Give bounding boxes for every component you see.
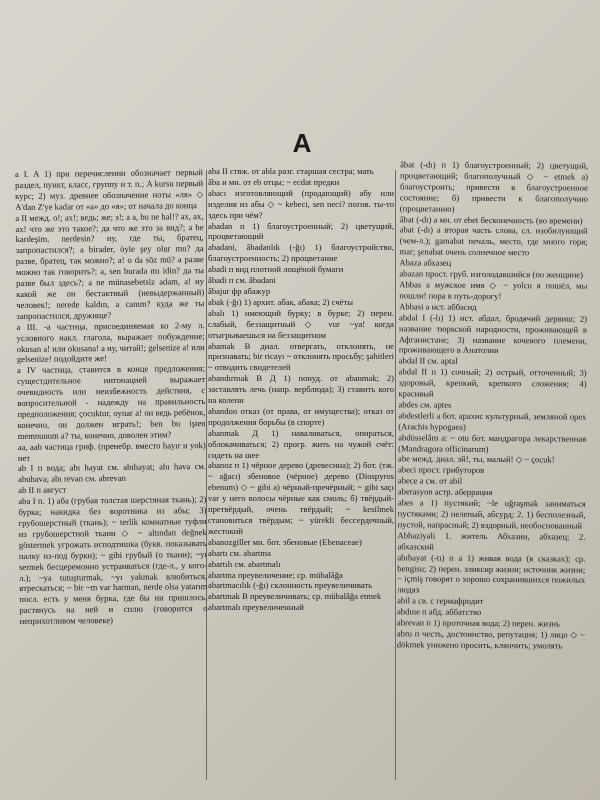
dictionary-entry: abdestlerli а бот. арахис культурный, земляной орех (Arachis hypogaea)	[398, 410, 587, 432]
dictionary-entry: a I. A 1) при перечислении обозначает первый раздел, пункт, класс, группу и т. п.; A kursu первый курс; 2) муз. древнее обозначение ноты «ля» ◇ A'dan Z'ye kadar от «а» до «я»; от начала до конца	[14, 167, 204, 212]
dictionary-entry: aberasyon астр. аберрация	[397, 486, 493, 498]
dictionary-entry: âbat (-dı) п 1) благоустроенный; 2) цветущий, процветающий; благополучный ◇ ~ etmek а) благоустроить; привести в благоустроенное состояние; б) привести к благополучию (процветанию)	[399, 159, 589, 214]
dictionary-entry: abıhayat (-tı) п а 1) живая вода (в сказках); ср. bengisu; 2) перен. эликсир жизни; источник жизни; ~ içmiş говорят о хорошо сохранившихся пожилых людях	[397, 551, 586, 595]
dictionary-entry: abes а 1) пустякий; ~le uğraşmak заниматься пустяками; 2) нелепый, абсурд; 2. 1) бесполезный, пустой, напрасный; 2) вздорный, необоснованный	[397, 497, 586, 531]
dictionary-entry: âbajur фр абажур	[208, 285, 271, 296]
dictionary-entry: abrevan п 1) проточная вода; 2) перен. жизнь	[396, 617, 560, 629]
section-letter-heading: A	[292, 128, 312, 158]
dictionary-entry: Abaza абхазец	[399, 257, 452, 268]
dictionary-entry: abanoz п 1) чёрное дерево (древесина); 2) бот. (тж. ~ ağacı) эбеновое (чёрное) дерево (Diospyros ebenum) ◇ ~ gibi a) чёрный-пречёрный; ~ gibi saçı var у него волосы чёрные как смоль; б) твёрдый-претвёрдый, очень твёрдый; ~ kesilmek становиться твёрдым; ~ yürekli бессердечный, жестокий	[208, 460, 394, 536]
dictionary-entry: abat (-dı) а вторая часть слова, сл. изобилующий (чем-л.); gamabat печаль, место, где много горя; mar; şenabat очень солнечное место	[399, 224, 588, 258]
dictionary-entry: a IV частица, ставится в конце предложения; сущестдительное интонацией выражает очевидность или неизбежность действия, с вопросительной - надежду на правильность предположения; çocuktur, oynar a! он ведь ребёнок, конечно, он должен играть!; ben bu işten memnunum a? ты, конечно, доволен этим?	[16, 363, 206, 441]
column-2	[208, 166, 394, 786]
dictionary-entry: aba I п. 1) аба (грубая толстая шерстяная ткань); 2) бурка; накидка без воротника из абы; 3) грубошерстный (ткань); ~ terlik комнатные туфли из грубошерстной ткани ◇ ~ altından değnek göstermek угрожать исподтишка (букв. показывать палку из-под бурки); ~ gibi грубый (о ткани); ~yı sermek бесцеремонно устраиваться (где-л., у кого-л.); ~ya tutuşturmak, ~yı yakmak влюбиться, втрескаться; ~ bir ~m var harman, nerde olsa yatarım посл. есть у меня бурка, где бы ни пришлось, растянусь на ней и сплю (говорится о неприхотливом человеке)	[18, 494, 208, 627]
dictionary-entry: abru п честь, достоинство, репутация; 1) лицо ◇ ~ dökmek унижено просить, клянчить; умолять	[396, 628, 585, 651]
dictionary-entry: a II межд. о!; ах!; ведь; же; э!; a a, bu ne hal!? ах, ах, ах! что же это такое?; да что же это за вид?; a be kardeşim, nerdesin? ну, где ты, братец, запропастился?; a birader, öyle şey olur mu? да разве, братец, так можно?; a! o da söz mü? а разве можно так говорить?; a, sen burada mı idin? да ты разве был здесь?; a ne münasebetsiz adam, a! ну какой же он бестактный (невыдержанный) человек!; nerede kaldın, a canım? куда же ты запропастился, дружище?	[15, 210, 205, 321]
dictionary-entry: abartmacılık (-ğı) склонность преувеличивать	[208, 580, 373, 591]
column-3	[396, 159, 588, 780]
dictionary-entry: abeci прост. грибуторов	[397, 464, 485, 476]
dictionary-entry: abe межд. диал. эй!, ты, малый! ◇ ~ çocuk!	[398, 453, 555, 465]
dictionary-entry: âbadi п см. âbadani	[208, 275, 276, 286]
dictionary-entry: abazan прост. груб. изголодавшийся (по женщине)	[399, 268, 584, 280]
dictionary-entry: abanmak Д 1) наваливаться, опираться, облокачиваться; 2) прогр. жить на чужой счёт: сидеть на шее	[208, 427, 394, 460]
dictionary-entry: abandon отказ (от права, от имущества); отказ от продолжения борьбы (в спорте)	[208, 405, 394, 427]
dictionary-entry: abdal II п 1) сочный; 2) острый, отточенный; 3) здоровый, крепкий, крепкого сложения; 4) красивый	[398, 366, 587, 399]
dictionary-entry: ab II п август	[18, 484, 67, 496]
dictionary-entry: abdal I (-lı) 1) ист. абдал, бродячий дервиш; 2) название тюркской народности, проживающей в Афганистане; 3) название кочевого племени, проживающего в Анатолии	[398, 312, 588, 356]
dictionary-entry: abdıne п абд. аббатство	[396, 606, 482, 618]
dictionary-entry: Abbasi а ист. аббасид	[399, 301, 477, 312]
dictionary-entry: abartılı см. abartmalı	[208, 558, 281, 569]
dictionary-entry: abdal II см. aptal	[398, 355, 458, 367]
dictionary-entry: abdes см. aptes	[398, 399, 452, 410]
dictionary-entry: abartı см. abartma	[208, 547, 271, 558]
dictionary-entry: abdüsselâm а: ~ otu бот. мандрагора лекарственная (Mandragora officinarum)	[398, 432, 587, 454]
dictionary-entry: Abhaziyali 1. житель Абхазии, абхазец; 2. абхазский	[397, 530, 586, 552]
dictionary-entry: abandırmak В Д 1) понуд. от abanmak; 2) заставлять лечь (напр. верблюда); 3) ставить кого на колени	[208, 373, 394, 406]
dictionary-entry: abartmak В преувеличивать; ср. mübalâğa etmek	[208, 591, 382, 602]
dictionary-entry: abanozgiller мн. бот. эбеновые (Ebenaceae)	[208, 536, 362, 547]
dictionary-entry: abartmalı преувеличенный	[208, 602, 304, 613]
dictionary-entry: abartma преувеличение; ср. mübalâğa	[208, 569, 343, 580]
dictionary-entry: Abbas а мужское имя ◇ ~ yolcu я пошёл, мы пошли! пора в путь-дорогу!	[399, 279, 588, 301]
dictionary-entry: aba II стяж. от abla разг. старшая сестра; мать	[208, 166, 374, 176]
dictionary-entry: abil а св. с гермафродит	[397, 595, 484, 607]
dictionary-entry: abacı изготовляющий (продающий) абу или изделия из абы ◇ ~ kebeci, sen neci? погов. ты-то здесь при чём?	[208, 187, 394, 220]
dictionary-entry: âba и мн. от eb отцы; ~ ecdat предки	[208, 176, 340, 187]
dictionary-entry: abece а см. от abil	[397, 475, 463, 487]
dictionary-entry: abadi п вид плотной лощёной бумаги	[208, 264, 344, 275]
dictionary-entry: abadani, âbadanlık (-ğı) 1) благоустройство, благоустроенность; 2) процветание	[208, 242, 394, 264]
dictionary-entry: a III. -a частица, присоединяемая ко 2-му л. условного накл. глагола, выражает побуждение; okusan a! или okusana! а ну, читай!; gelsenize a! или gelsenize! подойдите же!	[16, 319, 205, 365]
dictionary-entry: abalı 1) имеющий бурку; в бурке; 2) перен. слабый, беззащитный ◇ vur ~ya! когда отыгрываешься на беззащитном	[208, 307, 394, 340]
dictionary-entry: aa, aah частица гриф. (пренебр. вместо hayır и yok) нет	[17, 439, 206, 463]
dictionary-entry: âbat (-dı) а мн. от ebet бесконечность (во времени)	[399, 213, 583, 226]
dictionary-entry: abak (-ğı) 1) архит. абак, абака; 2) счёты	[208, 296, 353, 307]
column-1	[15, 167, 209, 769]
dictionary-entry: ab I п вода; abı hayat см. abıhayat; abı hava см. abuhava; abı revan см. abrevan	[17, 461, 207, 485]
dictionary-entry: abamak В диал. отвергать, отклонять, не признавать; bir ricayı ~ отклонять просьбу; şahitleri ~ отводить свидетелей	[208, 340, 394, 373]
dictionary-entry: abadan п 1) благоустроенный; 2) цветущий, процветающий	[208, 220, 394, 242]
